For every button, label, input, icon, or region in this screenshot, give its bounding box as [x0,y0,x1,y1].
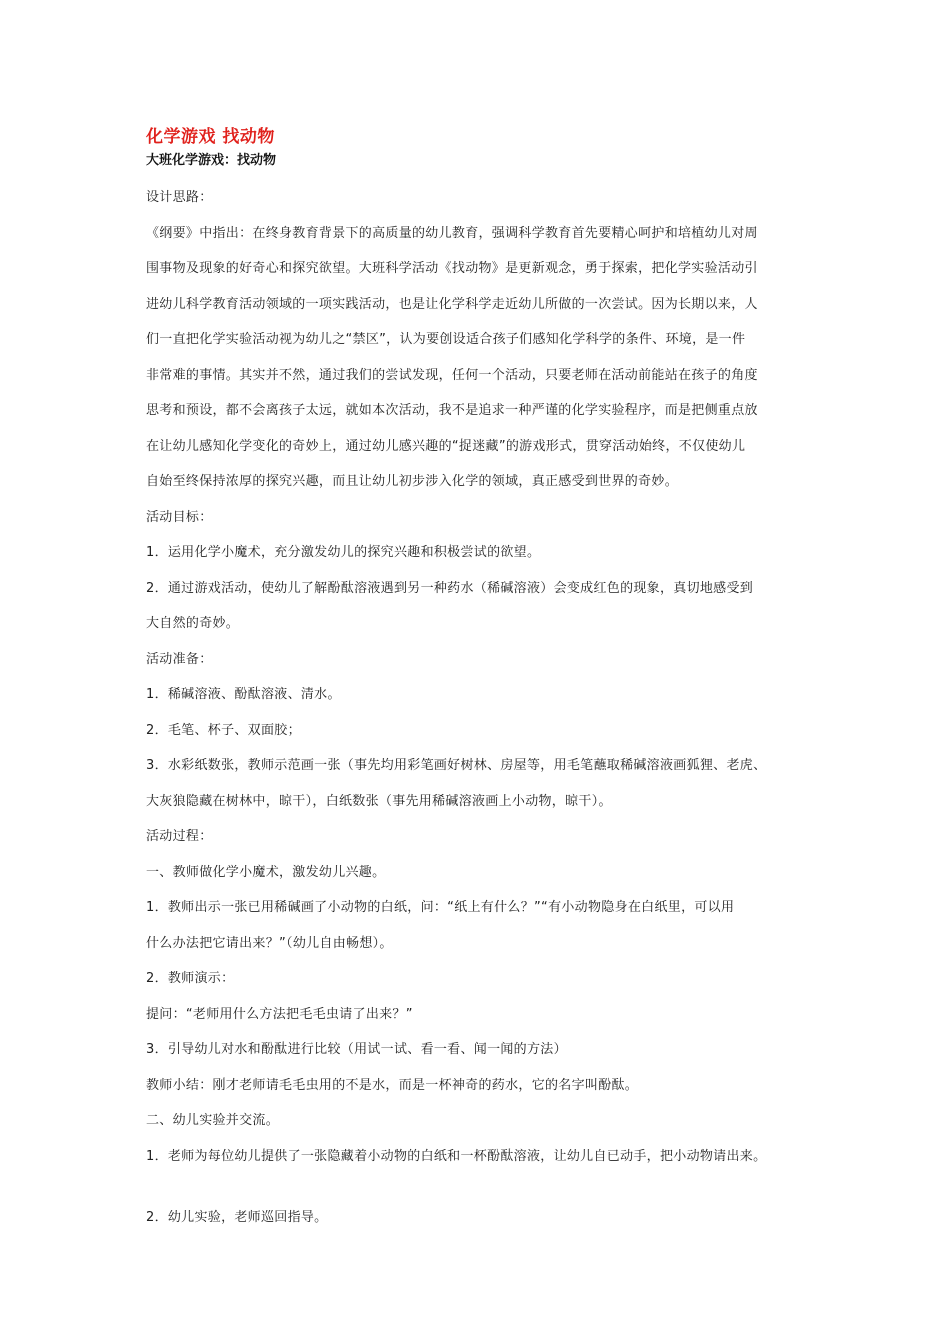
step-2: 2．教师演示： [146,971,235,986]
design-line-1: 《纲要》中指出：在终身教育背景下的高质量的幼儿教育，强调科学教育首先要精心呵护和培植幼儿对周 [146,225,758,241]
section-1-heading: 一、教师做化学小魔术，激发幼儿兴趣。 [146,864,386,880]
prep-3-line-2: 大灰狼隐藏在树林中，晾干），白纸数张（事先用稀碱溶液画上小动物，晾干）。 [146,793,612,809]
prep-label: 活动准备： [146,651,213,667]
goal-2-line-2: 大自然的奇妙。 [146,616,240,631]
goal-2-line-1: 2．通过游戏活动，使幼儿了解酚酞溶液遇到另一种药水（稀碱溶液）会变成红色的现象，真切地感受到 [146,580,754,596]
design-line-5: 非常难的事情。其实并不然，通过我们的尝试发现，任何一个活动，只要老师在活动前能站在孩子的角度 [146,367,758,383]
question: 提问：“老师用什么方法把毛毛虫请了出来？” [146,1006,413,1022]
section-2-heading: 二、幼儿实验并交流。 [146,1113,280,1128]
step-1-line-1: 1．教师出示一张已用稀碱画了小动物的白纸，问：“纸上有什么？”“有小动物隐身在白纸里，可以用 [146,900,735,915]
step-1-line-2: 什么办法把它请出来？”（幼儿自由畅想）。 [146,935,393,951]
design-label: 设计思路： [146,190,213,205]
design-line-6: 思考和预设，都不会离孩子太远，就如本次活动，我不是追求一种严谨的化学实验程序，而是把侧重点放 [146,403,758,418]
process-label: 活动过程： [146,829,213,844]
prep-1: 1．稀碱溶液、酚酞溶液、清水。 [146,687,341,702]
step-3: 3．引导幼儿对水和酚酞进行比较（用试一试、看一看、闻一闻的方法） [146,1042,567,1057]
document-title: 化学游戏 找动物 [146,127,275,147]
goal-1: 1．运用化学小魔术，充分激发幼儿的探究兴趣和积极尝试的欲望。 [146,545,541,560]
design-line-2: 围事物及现象的好奇心和探究欲望。大班科学活动《找动物》是更新观念，勇于探索，把化学实验活动引 [146,261,758,276]
design-line-8: 自始至终保持浓厚的探究兴趣，而且让幼儿初步涉入化学的领域，真正感受到世界的奇妙。 [146,474,679,489]
design-line-3: 进幼儿科学教育活动领域的一项实践活动，也是让化学科学走近幼儿所做的一次尝试。因为长期以来，人 [146,296,758,312]
design-line-7: 在让幼儿感知化学变化的奇妙上，通过幼儿感兴趣的“捉迷藏”的游戏形式，贯穿活动始终，不仅使幼儿 [146,438,746,454]
prep-2: 2．毛笔、杯子、双面胶； [146,722,301,738]
experiment-2: 2．幼儿实验，老师巡回指导。 [146,1210,328,1225]
experiment-1: 1．老师为每位幼儿提供了一张隐藏着小动物的白纸和一杯酚酞溶液，让幼儿自已动手，把小动物请出来。 [146,1148,767,1164]
teacher-summary: 教师小结：刚才老师请毛毛虫用的不是水，而是一杯神奇的药水，它的名字叫酚酞。 [146,1077,639,1093]
document-body [146,126,810,1236]
goals-label: 活动目标： [146,509,213,525]
prep-3-line-1: 3．水彩纸数张，教师示范画一张（事先均用彩笔画好树林、房屋等，用毛笔蘸取稀碱溶液画狐狸、老虎、 [146,758,767,773]
document-subtitle: 大班化学游戏：找动物 [146,153,277,168]
design-line-4: 们一直把化学实验活动视为幼儿之“禁区”，认为要创设适合孩子们感知化学科学的条件、环境，是一件 [146,332,746,347]
